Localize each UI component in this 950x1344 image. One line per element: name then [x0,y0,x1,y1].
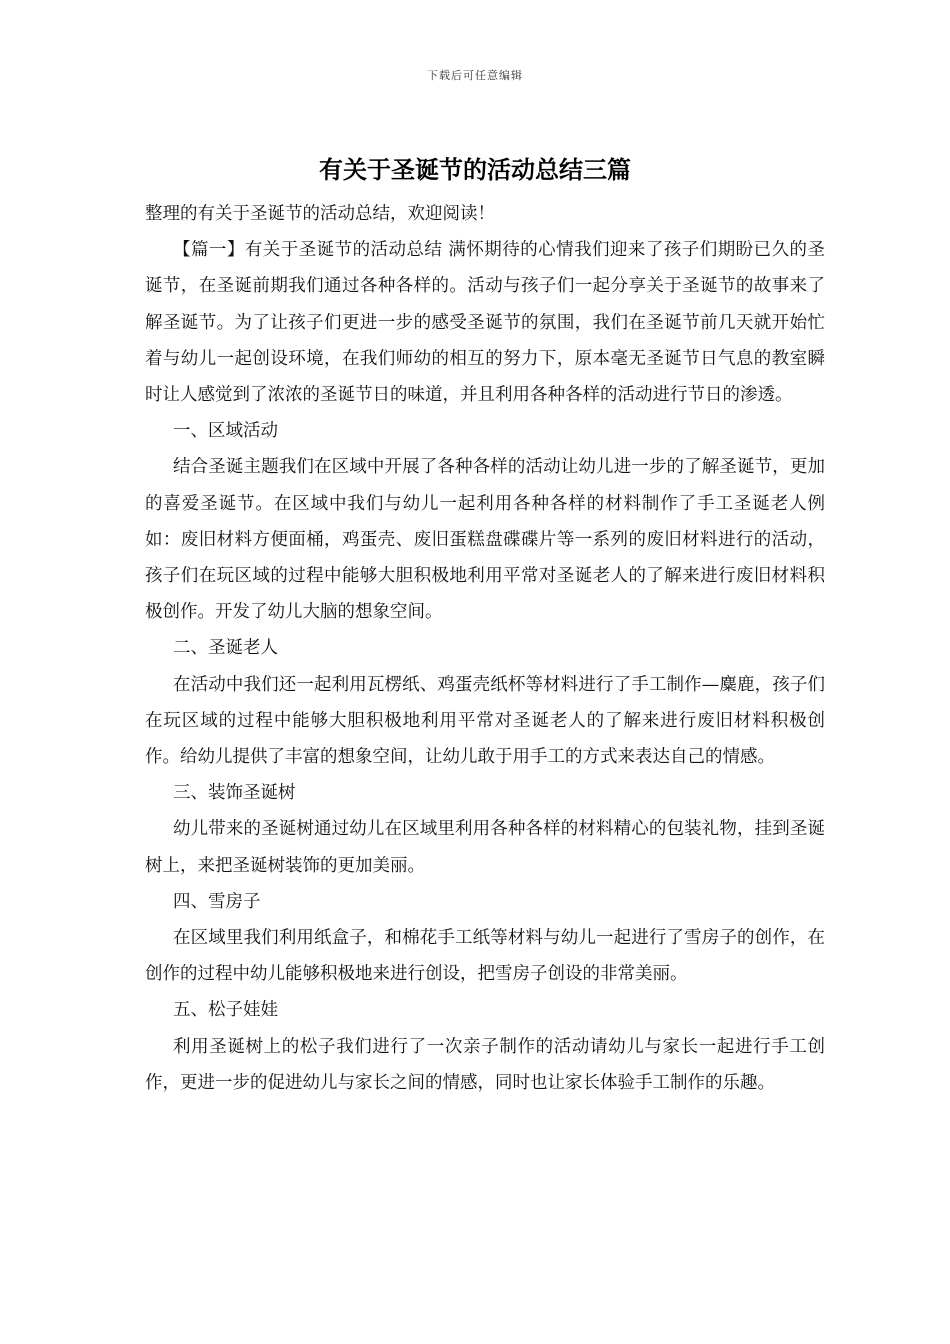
decorate-tree-paragraph: 幼儿带来的圣诞树通过幼儿在区域里利用各种各样的材料精心的包装礼物，挂到圣诞树上，来把圣诞树装饰的更加美丽。 [145,819,825,876]
heading-area-activities: 一、区域活动 [173,421,278,442]
santa-claus-paragraph: 在活动中我们还一起利用瓦楞纸、鸡蛋壳纸杯等材料进行了手工制作—麋鹿，孩子们在玩区域的过程中能够大胆积极地利用平常对圣诞老人的了解来进行废旧材料积极创作。给幼儿提供了丰富的想象空间，让幼儿敢于用手工的方式来表达自己的情感。 [145,674,825,768]
section-one-paragraph: 【篇一】有关于圣诞节的活动总结 满怀期待的心情我们迎来了孩子们期盼已久的圣诞节，在圣诞前期我们通过各种各样的。活动与孩子们一起分享关于圣诞节的故事来了解圣诞节。为了让孩子们更进一步的感受圣诞节的氛围，我们在圣诞节前几天就开始忙着与幼儿一起创设环境，在我们师幼的相互的努力下，原本毫无圣诞节日气息的教室瞬时让人感觉到了浓浓的圣诞节日的味道，并且利用各种各样的活动进行节日的渗透。 [145,240,825,406]
document-body [145,196,825,1101]
snow-house-paragraph: 在区域里我们利用纸盒子，和棉花手工纸等材料与幼儿一起进行了雪房子的创作，在创作的过程中幼儿能够积极地来进行创设，把雪房子创设的非常美丽。 [145,928,825,985]
pinecone-doll-paragraph: 利用圣诞树上的松子我们进行了一次亲子制作的活动请幼儿与家长一起进行手工创作，更进一步的促进幼儿与家长之间的情感，同时也让家长体验手工制作的乐趣。 [145,1036,825,1093]
document-title: 有关于圣诞节的活动总结三篇 [319,155,631,184]
heading-santa-claus: 二、圣诞老人 [173,638,278,659]
intro-paragraph: 整理的有关于圣诞节的活动总结，欢迎阅读！ [145,204,495,224]
heading-snow-house: 四、雪房子 [173,891,261,912]
area-activities-paragraph: 结合圣诞主题我们在区域中开展了各种各样的活动让幼儿进一步的了解圣诞节，更加的喜爱圣诞节。在区域中我们与幼儿一起利用各种各样的材料制作了手工圣诞老人例如：废旧材料方便面桶，鸡蛋壳、废旧蛋糕盘碟碟片等一系列的废旧材料进行的活动，孩子们在玩区域的过程中能够大胆积极地利用平常对圣诞老人的了解来进行废旧材料积极创作。开发了幼儿大脑的想象空间。 [145,457,825,623]
heading-decorate-tree: 三、装饰圣诞树 [173,783,296,804]
heading-pinecone-doll: 五、松子娃娃 [173,1000,278,1021]
header-note: 下载后可任意编辑 [427,69,523,82]
